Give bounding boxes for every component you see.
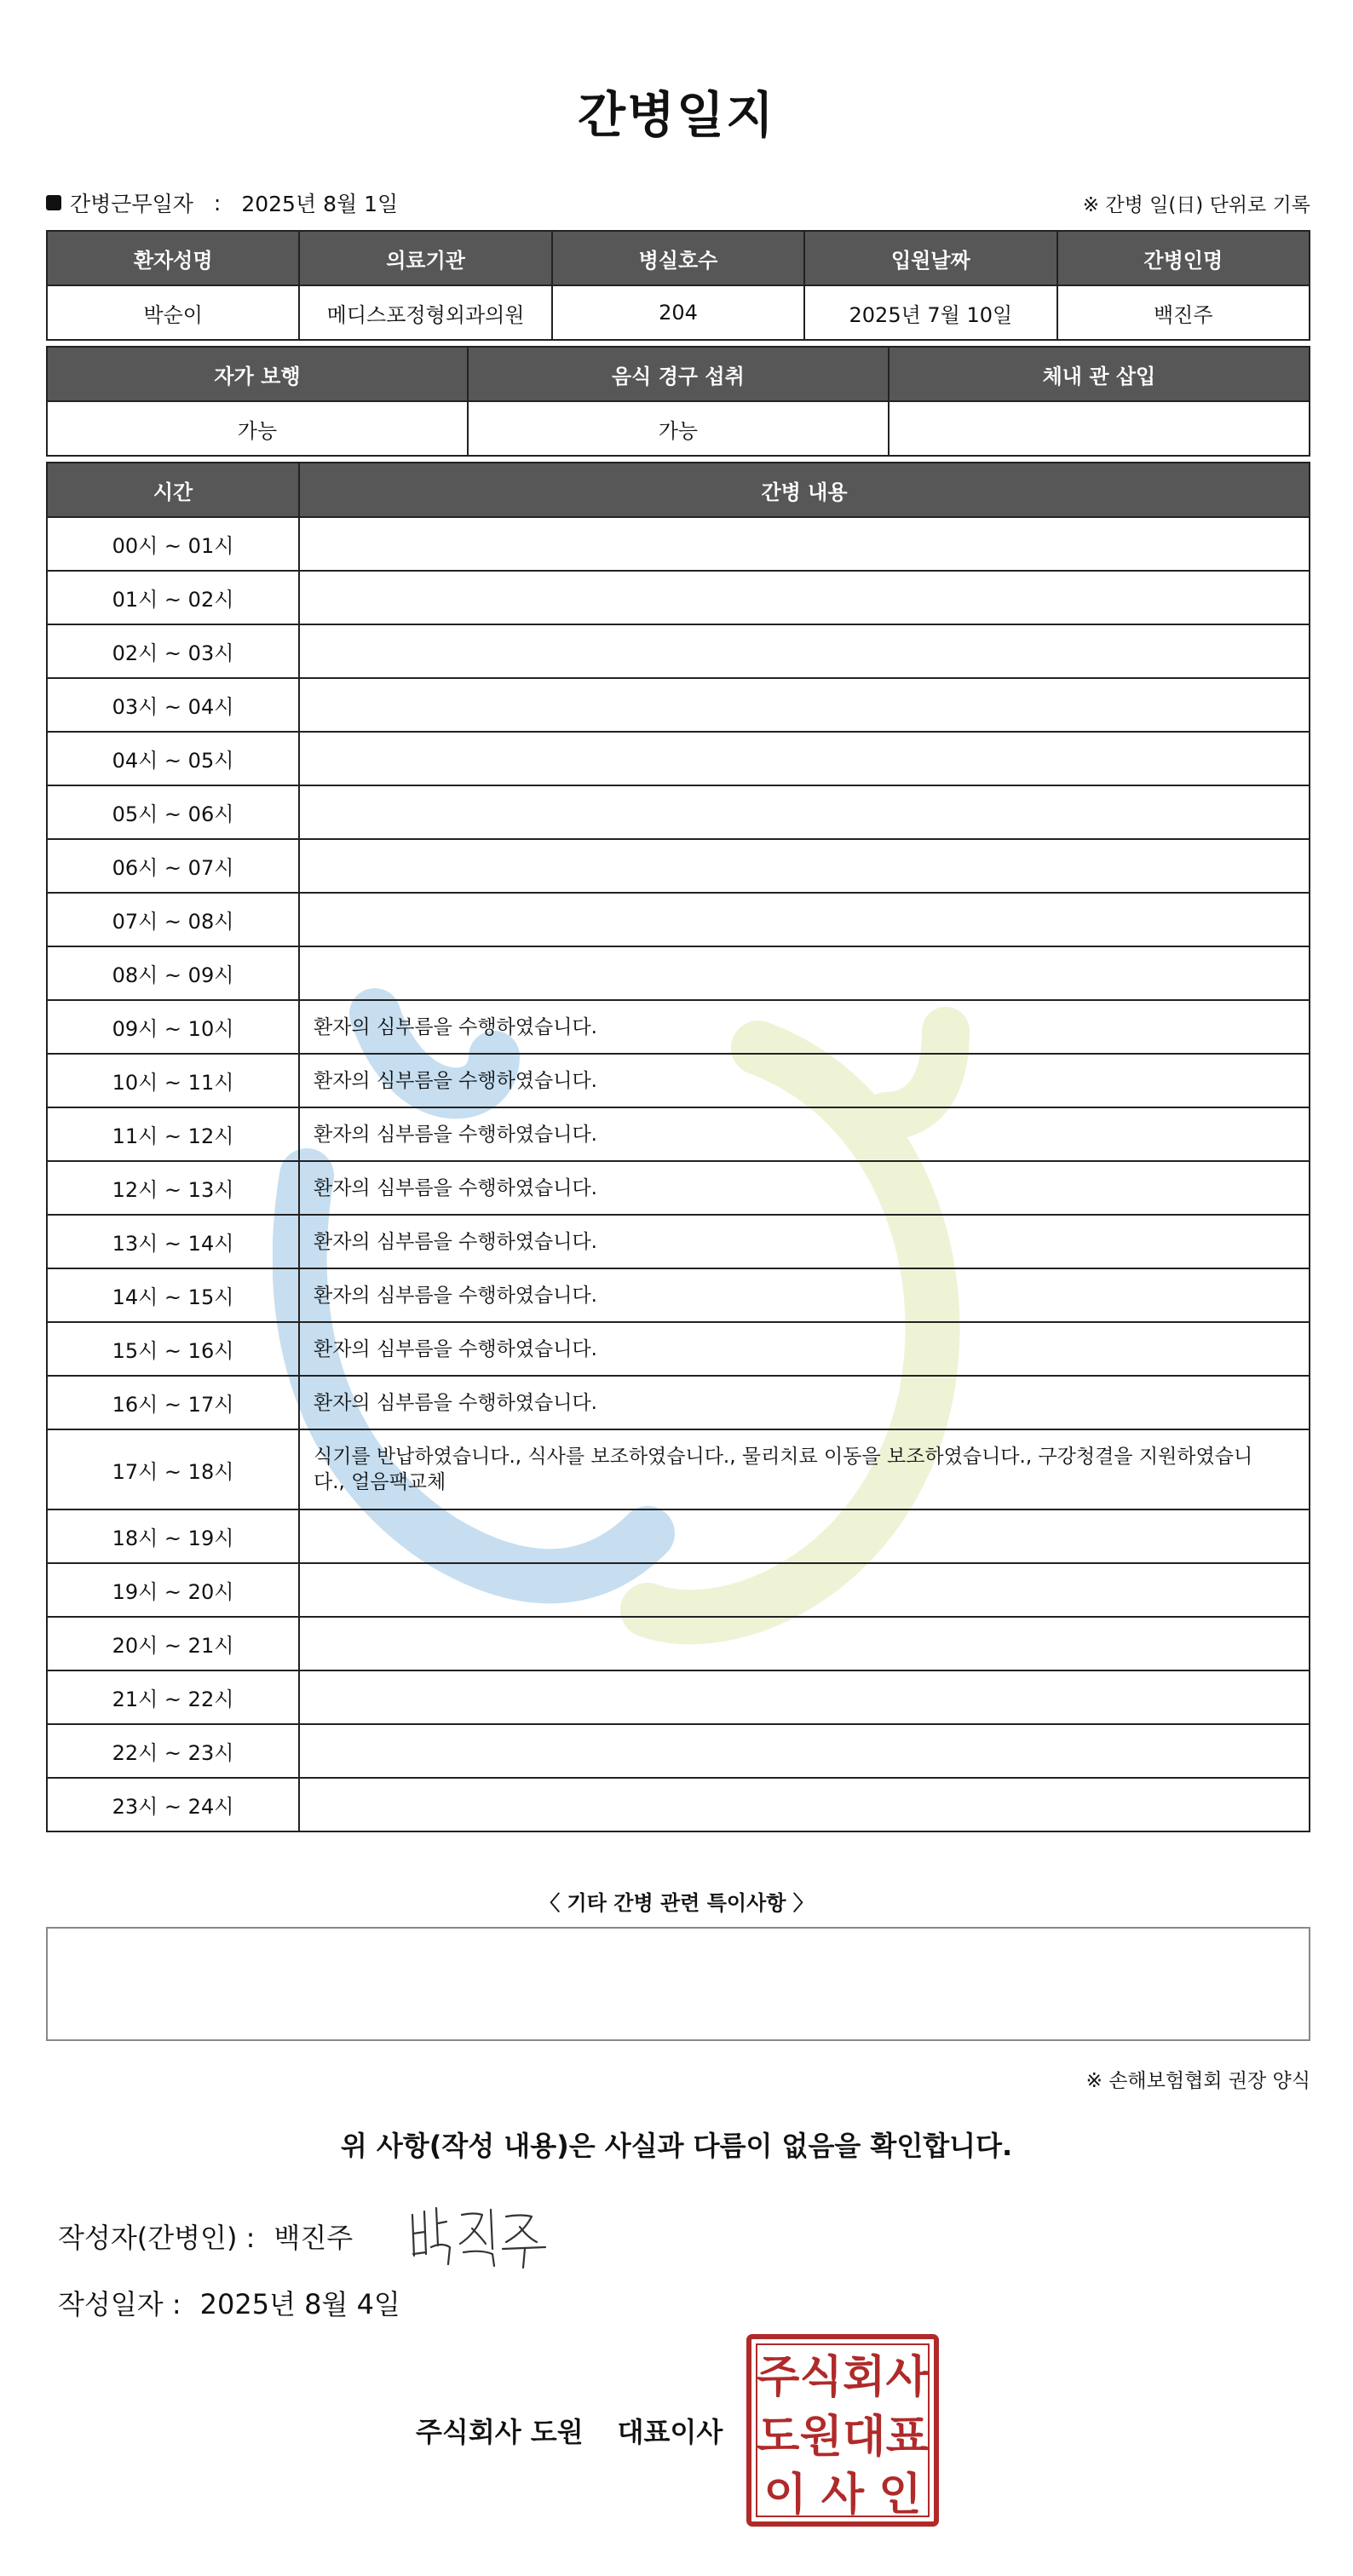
header-self-walking: 자가 보행 — [47, 347, 468, 401]
work-date-colon: : — [213, 190, 222, 216]
time-cell: 07시 ~ 08시 — [47, 893, 299, 946]
table-row — [47, 1215, 1310, 1268]
time-cell: 09시 ~ 10시 — [47, 1000, 299, 1054]
care-content-cell — [299, 1670, 1310, 1724]
care-content-cell: 환자의 심부름을 수행하였습니다. — [299, 1000, 1310, 1054]
patient-value-row — [47, 285, 1310, 340]
time-cell: 12시 ~ 13시 — [47, 1161, 299, 1215]
seal-character: 사 — [885, 2352, 929, 2403]
header-admission-date: 입원날짜 — [804, 231, 1056, 285]
company-title: 대표이사 — [617, 2416, 723, 2448]
care-content-cell: 환자의 심부름을 수행하였습니다. — [299, 1054, 1310, 1107]
meta-row — [46, 187, 1310, 221]
time-cell: 08시 ~ 09시 — [47, 946, 299, 1000]
company-seal — [746, 2334, 939, 2527]
tube-insertion-value — [889, 401, 1310, 456]
patient-header-row — [47, 231, 1310, 285]
writer-label: 작성자(간병인) : — [58, 2222, 256, 2254]
table-row — [47, 946, 1310, 1000]
recommendation-note: ※ 손해보험협회 권장 양식 — [1085, 2070, 1310, 2092]
header-tube-insertion: 체내 관 삽입 — [889, 347, 1310, 401]
table-row — [47, 785, 1310, 839]
time-cell: 02시 ~ 03시 — [47, 624, 299, 678]
header-patient-name: 환자성명 — [47, 231, 299, 285]
table-row — [47, 1268, 1310, 1322]
time-cell: 14시 ~ 15시 — [47, 1268, 299, 1322]
table-row — [47, 1617, 1310, 1670]
care-content-cell — [299, 1778, 1310, 1831]
company-line — [416, 2411, 723, 2450]
header-oral-intake: 음식 경구 섭취 — [468, 347, 889, 401]
self-walking-value: 가능 — [47, 401, 468, 456]
table-row — [47, 1724, 1310, 1778]
hospital-name: 메디스포정형외과의원 — [299, 285, 551, 340]
care-content-cell — [299, 1724, 1310, 1778]
table-row — [47, 1670, 1310, 1724]
written-date-value: 2025년 8월 4일 — [199, 2288, 400, 2320]
patient-info-table — [46, 230, 1310, 341]
seal-character: 표 — [885, 2412, 929, 2463]
time-cell: 20시 ~ 21시 — [47, 1617, 299, 1670]
care-content-cell — [299, 1509, 1310, 1563]
care-content-cell — [299, 1617, 1310, 1670]
seal-character: 이 — [763, 2470, 807, 2521]
time-cell: 21시 ~ 22시 — [47, 1670, 299, 1724]
time-cell: 11시 ~ 12시 — [47, 1107, 299, 1161]
company-name: 주식회사 도원 — [416, 2416, 584, 2448]
care-content-cell: 환자의 심부름을 수행하였습니다. — [299, 1376, 1310, 1429]
care-log-table — [46, 462, 1310, 1832]
time-cell: 10시 ~ 11시 — [47, 1054, 299, 1107]
writer-line — [58, 2217, 353, 2256]
seal-character: 사 — [820, 2470, 865, 2521]
header-care-content: 간병 내용 — [299, 463, 1310, 517]
handwritten-signature — [400, 2196, 554, 2273]
time-cell: 22시 ~ 23시 — [47, 1724, 299, 1778]
record-note: ※ 간병 일(日) 단위로 기록 — [1082, 194, 1310, 216]
table-row — [47, 1161, 1310, 1215]
care-content-cell: 환자의 심부름을 수행하였습니다. — [299, 1268, 1310, 1322]
table-row — [47, 839, 1310, 893]
header-caregiver: 간병인명 — [1057, 231, 1310, 285]
care-content-cell — [299, 839, 1310, 893]
time-cell: 01시 ~ 02시 — [47, 571, 299, 624]
log-header-row — [47, 463, 1310, 517]
written-date-label: 작성일자 : — [58, 2288, 181, 2320]
care-content-cell: 식기를 반납하였습니다., 식사를 보조하였습니다., 물리치료 이동을 보조하였습니다., 구강청결을 지원하였습니다., 얼음팩교체 — [299, 1429, 1310, 1509]
seal-character: 인 — [878, 2470, 922, 2521]
table-row — [47, 1778, 1310, 1831]
ability-value-row — [47, 401, 1310, 456]
time-cell: 19시 ~ 20시 — [47, 1563, 299, 1617]
time-cell: 23시 ~ 24시 — [47, 1778, 299, 1831]
written-date-line — [58, 2283, 400, 2322]
time-cell: 04시 ~ 05시 — [47, 732, 299, 785]
seal-character: 원 — [799, 2412, 843, 2463]
confirmation-statement: 위 사항(작성 내용)은 사실과 다름이 없음을 확인합니다. — [340, 2130, 1013, 2162]
document-title: 간병일지 — [577, 86, 776, 144]
seal-character: 주 — [757, 2352, 800, 2403]
care-content-cell — [299, 678, 1310, 732]
care-content-cell — [299, 946, 1310, 1000]
seal-character: 도 — [757, 2412, 800, 2463]
patient-name: 박순이 — [47, 285, 299, 340]
header-hospital: 의료기관 — [299, 231, 551, 285]
time-cell: 06시 ~ 07시 — [47, 839, 299, 893]
time-cell: 03시 ~ 04시 — [47, 678, 299, 732]
care-content-cell: 환자의 심부름을 수행하였습니다. — [299, 1107, 1310, 1161]
writer-name: 백진주 — [273, 2222, 354, 2254]
work-date-value: 2025년 8월 1일 — [241, 192, 399, 216]
log-body — [47, 517, 1310, 1831]
table-row — [47, 732, 1310, 785]
ability-table — [46, 346, 1310, 457]
table-row — [47, 1322, 1310, 1376]
work-date — [46, 187, 398, 218]
table-row — [47, 1376, 1310, 1429]
seal-character: 회 — [843, 2352, 886, 2403]
time-cell: 17시 ~ 18시 — [47, 1429, 299, 1509]
table-row — [47, 1509, 1310, 1563]
bullet-square-icon — [46, 195, 61, 210]
time-cell: 15시 ~ 16시 — [47, 1322, 299, 1376]
care-content-cell — [299, 893, 1310, 946]
care-content-cell — [299, 785, 1310, 839]
table-row — [47, 1563, 1310, 1617]
time-cell: 05시 ~ 06시 — [47, 785, 299, 839]
care-content-cell — [299, 732, 1310, 785]
header-room: 병실호수 — [552, 231, 804, 285]
time-cell: 16시 ~ 17시 — [47, 1376, 299, 1429]
header-time: 시간 — [47, 463, 299, 517]
oral-intake-value: 가능 — [468, 401, 889, 456]
admission-date: 2025년 7월 10일 — [804, 285, 1056, 340]
time-cell: 13시 ~ 14시 — [47, 1215, 299, 1268]
table-row — [47, 678, 1310, 732]
seal-character: 식 — [799, 2352, 843, 2403]
time-cell: 18시 ~ 19시 — [47, 1509, 299, 1563]
care-content-cell — [299, 517, 1310, 571]
table-row — [47, 1429, 1310, 1509]
table-row — [47, 1054, 1310, 1107]
notes-title: 〈 기타 간병 관련 특이사항 〉 — [539, 1891, 814, 1915]
table-row — [47, 517, 1310, 571]
care-content-cell: 환자의 심부름을 수행하였습니다. — [299, 1215, 1310, 1268]
time-cell: 00시 ~ 01시 — [47, 517, 299, 571]
seal-character: 대 — [843, 2412, 886, 2463]
table-row — [47, 1107, 1310, 1161]
care-content-cell — [299, 571, 1310, 624]
table-row — [47, 1000, 1310, 1054]
work-date-label: 간병근무일자 — [70, 192, 193, 216]
table-row — [47, 571, 1310, 624]
care-content-cell: 환자의 심부름을 수행하였습니다. — [299, 1322, 1310, 1376]
ability-header-row — [47, 347, 1310, 401]
care-content-cell — [299, 1563, 1310, 1617]
care-content-cell — [299, 624, 1310, 678]
table-row — [47, 893, 1310, 946]
room-number: 204 — [552, 285, 804, 340]
table-row — [47, 624, 1310, 678]
caregiver-name: 백진주 — [1057, 285, 1310, 340]
care-content-cell: 환자의 심부름을 수행하였습니다. — [299, 1161, 1310, 1215]
notes-box — [46, 1927, 1310, 2041]
